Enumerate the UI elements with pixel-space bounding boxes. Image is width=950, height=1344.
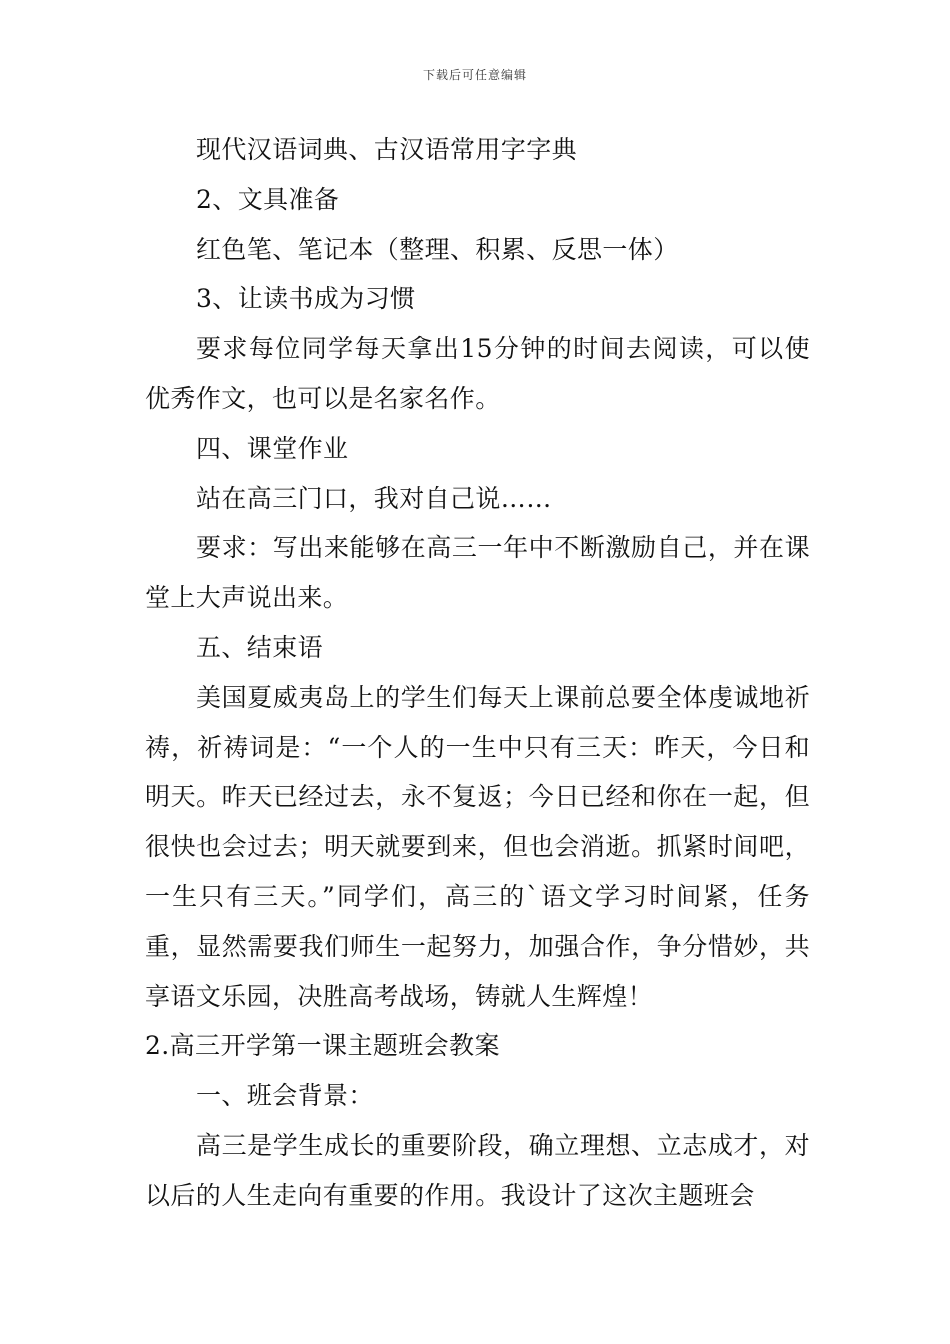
paragraph-stationery-list: 红色笔、笔记本（整理、积累、反思一体） <box>196 234 679 264</box>
page-header: 下载后可任意编辑 <box>422 68 527 82</box>
document-title-class-meeting: 2.高三开学第一课主题班会教案 <box>145 1031 500 1061</box>
section-heading-closing: 五、结束语 <box>196 632 324 662</box>
paragraph-background-text: 高三是学生成长的重要阶段，确立理想、立志成才，对以后的人生走向有重要的作用。我设计了这次主题班会 <box>145 1130 810 1210</box>
paragraph-homework-requirement: 要求：写出来能够在高三一年中不断激励自己，并在课堂上大声说出来。 <box>145 533 810 613</box>
paragraph-reading-requirement: 要求每位同学每天拿出15分钟的时间去阅读，可以使优秀作文，也可以是名家名作。 <box>145 334 810 413</box>
paragraph-stationery-heading: 2、文具准备 <box>196 184 340 214</box>
paragraph-dictionaries: 现代汉语词典、古汉语常用字字典 <box>196 135 578 164</box>
section-heading-background: 一、班会背景： <box>196 1081 374 1111</box>
paragraph-reading-heading: 3、让读书成为习惯 <box>196 284 416 314</box>
document-body <box>145 125 810 1221</box>
section-heading-homework: 四、课堂作业 <box>196 433 349 463</box>
paragraph-homework-prompt: 站在高三门口，我对自己说…… <box>196 483 552 513</box>
paragraph-closing-text: 美国夏威夷岛上的学生们每天上课前总要全体虔诚地祈祷，祈祷词是：“一个人的一生中只有三天：昨天，今日和明天。昨天已经过去，永不复返；今日已经和你在一起，但很快也会过去；明天就要到来，但也会消逝。抓紧时间吧，一生只有三天。”同学们，高三的`语文学习时间紧，任务重，显然需要我们师生一起努力，加强合作，争分惜妙，共享语文乐园，决胜高考战场，铸就人生辉煌！ <box>145 682 810 1011</box>
